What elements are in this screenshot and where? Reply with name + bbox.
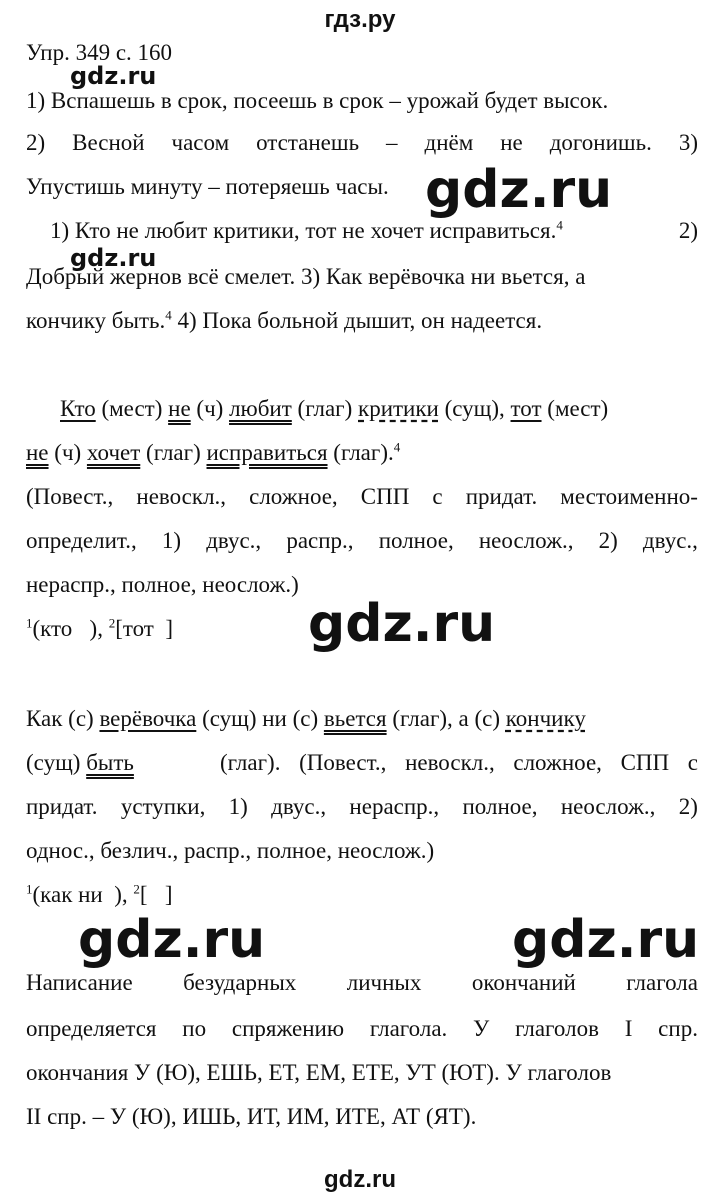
rule-line3: окончания У (Ю), ЕШЬ, ЕТ, ЕМ, ЕТЕ, УТ (ЮТ). У глаголов [26,1060,612,1085]
watermark: gdz.ru [425,160,613,220]
word: днём [424,130,474,155]
word: I [624,1016,633,1041]
word: Весной [72,130,145,155]
predicate-word: исправиться [206,440,328,465]
parse2-line2-rest [220,748,698,778]
word: определит., [26,528,137,553]
word: 2) [26,130,46,155]
predicate-word: любит [229,396,292,421]
rule-line2 [26,1014,698,1044]
site-title-top: гдз.ру [324,6,396,33]
proverbs1-line1: 1) Вспашешь в срок, посеешь в срок – урожай будет высок. [26,88,609,113]
word: спряжению [231,1016,345,1041]
word: СПП [360,484,410,509]
word: полное, [378,528,454,553]
word: 1) [161,528,182,553]
watermark: gdz.ru [78,910,266,970]
word: с [687,750,698,775]
word: (Повест., [299,750,387,775]
word: двус., [206,528,262,553]
parse2-schema: $^1$(как ни ), $^2$[ ] [26,881,173,907]
proverbs2-line1-tail: 2) [678,218,698,243]
subject-word: Кто [60,396,96,421]
parse2-line3 [26,792,698,822]
proverbs2-line1 [50,216,698,246]
parse1-desc3: нераспр., полное, неослож.) [26,572,299,597]
object-word: критики [358,396,439,421]
word: определяется [26,1016,157,1041]
word: двус., [642,528,698,553]
parse2-line1: Как (с) верёвочка (сущ) ни (с) вьется (глаг), а (с) кончику [26,706,586,731]
word: глаголов [515,1016,599,1041]
proverbs2-line1-text: 1) Кто не любит критики, тот не хочет исправиться.$^4$ [50,217,563,243]
object-word: кончику [505,706,586,731]
word: часом [171,130,230,155]
proverbs2-line3: кончику быть.$^4$ 4) Пока больной дышит, он надеется. [26,307,543,333]
word: по [182,1016,207,1041]
watermark: gdz.ru [512,910,700,970]
word: – [386,130,398,155]
subject-word: тот [510,396,542,421]
parse2-line2-start: (сущ) быть [26,750,134,775]
word: невоскл., [405,750,495,775]
parse1-line1: Кто (мест) не (ч) любит (глаг) критики (сущ), тот (мест) [60,396,609,421]
proverbs2-line2: Добрый жернов всё смелет. 3) Как верёвочка ни вьется, а [26,264,586,289]
word: (Повест., [26,484,114,509]
word: догонишь. [549,130,652,155]
subject-word: верёвочка [99,706,197,731]
predicate-word: не [168,396,191,421]
word: спр. [658,1016,698,1041]
word: безударных [183,970,297,995]
word: невоскл., [136,484,227,509]
word: нераспр., [349,794,440,819]
word: сложное, [249,484,338,509]
predicate-word: быть [86,750,134,775]
word: отстанешь [256,130,360,155]
predicate-word: вьется [323,706,387,731]
word: глагола [626,970,698,995]
word: (глаг). [220,750,281,775]
exercise-header: Упр. 349 с. 160 [26,40,173,65]
rule-line4: II спр. – У (Ю), ИШЬ, ИТ, ИМ, ИТЕ, АТ (ЯТ). [26,1104,477,1129]
word: с [432,484,443,509]
proverbs1-line2 [26,128,698,158]
word: не [500,130,523,155]
predicate-word: не [26,440,49,465]
word: глагола. [369,1016,448,1041]
parse1-desc2 [26,526,698,556]
word: неослож., [560,794,656,819]
word: 3) [678,130,698,155]
word: Написание [26,970,133,995]
watermark: gdz.ru [70,244,157,272]
word: местоименно- [560,484,698,509]
word: полное, [462,794,538,819]
word: окончаний [471,970,576,995]
parse2-line2 [26,748,698,778]
site-title-bottom: gdz.ru [324,1166,396,1193]
word: двус., [271,794,327,819]
word: 2) [678,794,698,819]
parse1-desc1 [26,482,698,512]
word: СПП [620,750,670,775]
word: личных [346,970,422,995]
word: неослож., [478,528,574,553]
parse1-line2: не (ч) хочет (глаг) исправиться (глаг).$^4$ [26,439,401,465]
watermark: gdz.ru [70,62,157,90]
parse2-line4: однос., безлич., распр., полное, неослож.) [26,838,435,863]
word: У [473,1016,490,1041]
predicate-word: хочет [86,440,141,465]
word: распр., [286,528,354,553]
proverbs1-line3: Упустишь минуту – потеряешь часы. [26,174,389,199]
word: уступки, [120,794,206,819]
word: 1) [228,794,248,819]
word: 2) [598,528,618,553]
word: сложное, [513,750,602,775]
word: придат. [26,794,98,819]
watermark: gdz.ru [308,594,496,654]
parse1-schema: $^1$(кто ), $^2$[тот ] [26,615,174,641]
word: придат. [465,484,538,509]
rule-line1 [26,968,698,998]
